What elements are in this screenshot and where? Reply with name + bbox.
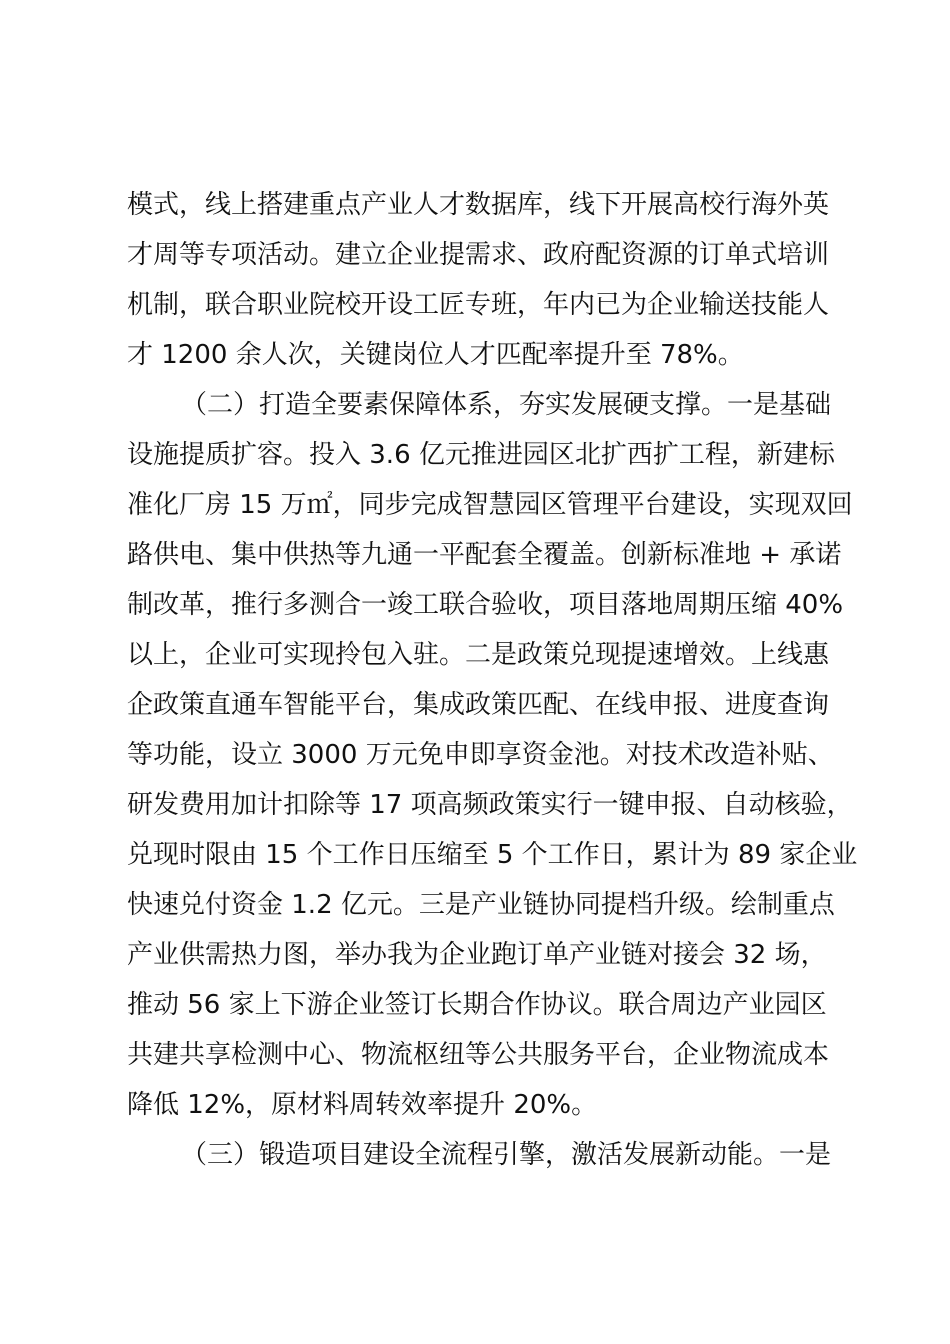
paragraph-heading-line: （三）锻造项目建设全流程引擎，激活发展新动能。一是 — [181, 1140, 832, 1170]
text-line: 快速兑付资金 1.2 亿元。三是产业链协同提档升级。绘制重点 — [127, 890, 835, 920]
text-line: 产业供需热力图，举办我为企业跑订单产业链对接会 32 场， — [127, 940, 827, 970]
text-line: 准化厂房 15 万㎡，同步完成智慧园区管理平台建设，实现双回 — [127, 490, 853, 520]
text-line: 才周等专项活动。建立企业提需求、政府配资源的订单式培训 — [127, 240, 830, 270]
text-line: 兑现时限由 15 个工作日压缩至 5 个工作日，累计为 89 家企业 — [127, 840, 858, 870]
text-line: 机制，联合职业院校开设工匠专班，年内已为企业输送技能人 — [127, 290, 830, 320]
text-line: 研发费用加计扣除等 17 项高频政策实行一键申报、自动核验， — [127, 790, 853, 820]
text-line: 推动 56 家上下游企业签订长期合作协议。联合周边产业园区 — [127, 990, 827, 1020]
text-line: 企政策直通车智能平台，集成政策匹配、在线申报、进度查询 — [127, 690, 830, 720]
text-line: 共建共享检测中心、物流枢纽等公共服务平台，企业物流成本 — [127, 1040, 830, 1070]
text-line: 模式，线上搭建重点产业人才数据库，线下开展高校行海外英 — [127, 190, 830, 220]
text-line: 路供电、集中供热等九通一平配套全覆盖。创新标准地 + 承诺 — [127, 540, 842, 570]
paragraph-heading-line: （二）打造全要素保障体系，夯实发展硬支撑。一是基础 — [181, 390, 832, 420]
text-line: 才 1200 余人次，关键岗位人才匹配率提升至 78%。 — [127, 340, 744, 370]
text-line: 降低 12%，原材料周转效率提升 20%。 — [127, 1090, 598, 1120]
text-line: 等功能，设立 3000 万元免申即享资金池。对技术改造补贴、 — [127, 740, 834, 770]
text-line: 制改革，推行多测合一竣工联合验收，项目落地周期压缩 40% — [127, 590, 844, 620]
text-line: 设施提质扩容。投入 3.6 亿元推进园区北扩西扩工程，新建标 — [127, 440, 835, 470]
text-line: 以上，企业可实现拎包入驻。二是政策兑现提速增效。上线惠 — [127, 640, 830, 670]
